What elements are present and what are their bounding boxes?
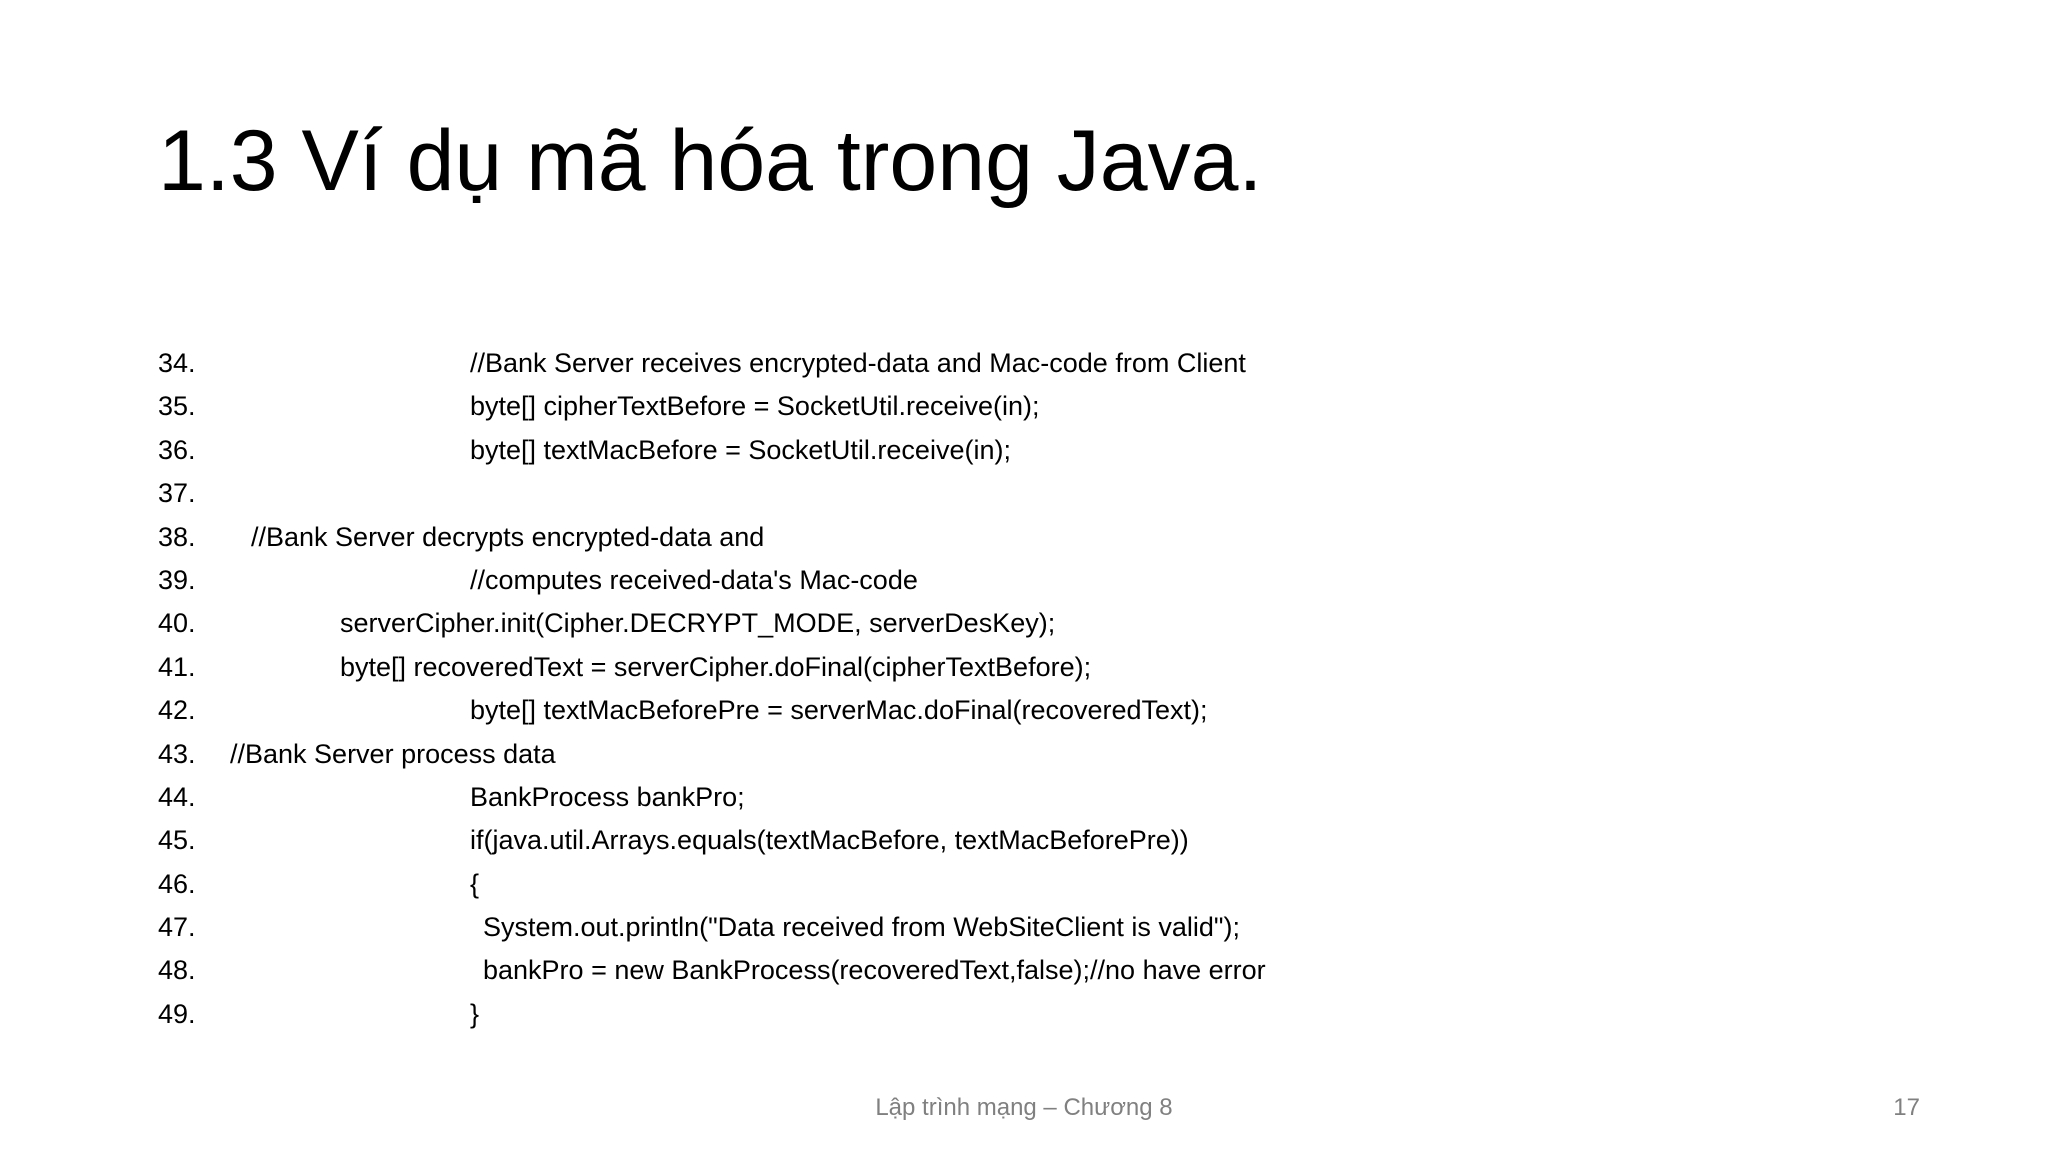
code-line <box>158 521 1758 567</box>
code-text: byte[] textMacBefore = SocketUtil.receive(in); <box>470 434 1011 465</box>
line-number: 47. <box>158 912 196 943</box>
code-text: } <box>470 998 480 1029</box>
code-text: serverCipher.init(Cipher.DECRYPT_MODE, serverDesKey); <box>340 608 1056 639</box>
code-line <box>158 914 1758 957</box>
line-number: 34. <box>158 348 196 378</box>
code-listing <box>158 350 1758 1044</box>
code-line <box>158 738 1758 784</box>
code-line <box>158 393 1758 436</box>
code-line <box>158 610 1758 653</box>
code-text: if(java.util.Arrays.equals(textMacBefore, textMacBeforePre)) <box>470 825 1189 856</box>
code-line <box>158 350 1758 393</box>
slide-number: 17 <box>1893 1094 1920 1121</box>
code-text: byte[] textMacBeforePre = serverMac.doFinal(recoveredText); <box>470 695 1208 726</box>
code-line <box>158 868 1758 914</box>
line-number: 49. <box>158 998 196 1029</box>
line-number: 44. <box>158 781 196 812</box>
code-text: //Bank Server receives encrypted-data and Mac-code from Client <box>470 348 1246 378</box>
line-number: 41. <box>158 651 196 682</box>
line-number: 46. <box>158 868 196 899</box>
slide-title: 1.3 Ví dụ mã hóa trong Java. <box>158 113 1263 209</box>
code-line <box>158 827 1758 870</box>
line-number: 37. <box>158 478 196 509</box>
code-line <box>158 998 1758 1044</box>
code-text: bankPro = new BankProcess(recoveredText,false);//no have error <box>483 955 1266 986</box>
code-text: { <box>470 868 480 899</box>
line-number: 40. <box>158 608 196 639</box>
code-text: byte[] recoveredText = serverCipher.doFinal(cipherTextBefore); <box>340 651 1092 682</box>
line-number: 38. <box>158 521 196 552</box>
code-line <box>158 651 1758 697</box>
line-number: 36. <box>158 434 196 465</box>
slide-footer: Lập trình mạng – Chương 8 <box>875 1094 1173 1121</box>
line-number: 39. <box>158 564 196 595</box>
code-line <box>158 434 1758 480</box>
line-number: 35. <box>158 391 196 422</box>
line-number: 42. <box>158 695 196 726</box>
code-line <box>158 480 1758 523</box>
code-line <box>158 781 1758 827</box>
code-text: //Bank Server process data <box>230 738 556 769</box>
line-number: 48. <box>158 955 196 986</box>
code-line <box>158 564 1758 610</box>
code-text: //computes received-data's Mac-code <box>470 564 918 595</box>
code-text: BankProcess bankPro; <box>470 781 745 812</box>
code-line <box>158 957 1758 1000</box>
code-line <box>158 697 1758 740</box>
code-text: byte[] cipherTextBefore = SocketUtil.receive(in); <box>470 391 1040 422</box>
code-text: //Bank Server decrypts encrypted-data and <box>251 521 765 552</box>
code-text: System.out.println("Data received from WebSiteClient is valid"); <box>483 912 1240 943</box>
line-number: 43. <box>158 738 196 769</box>
line-number: 45. <box>158 825 196 856</box>
